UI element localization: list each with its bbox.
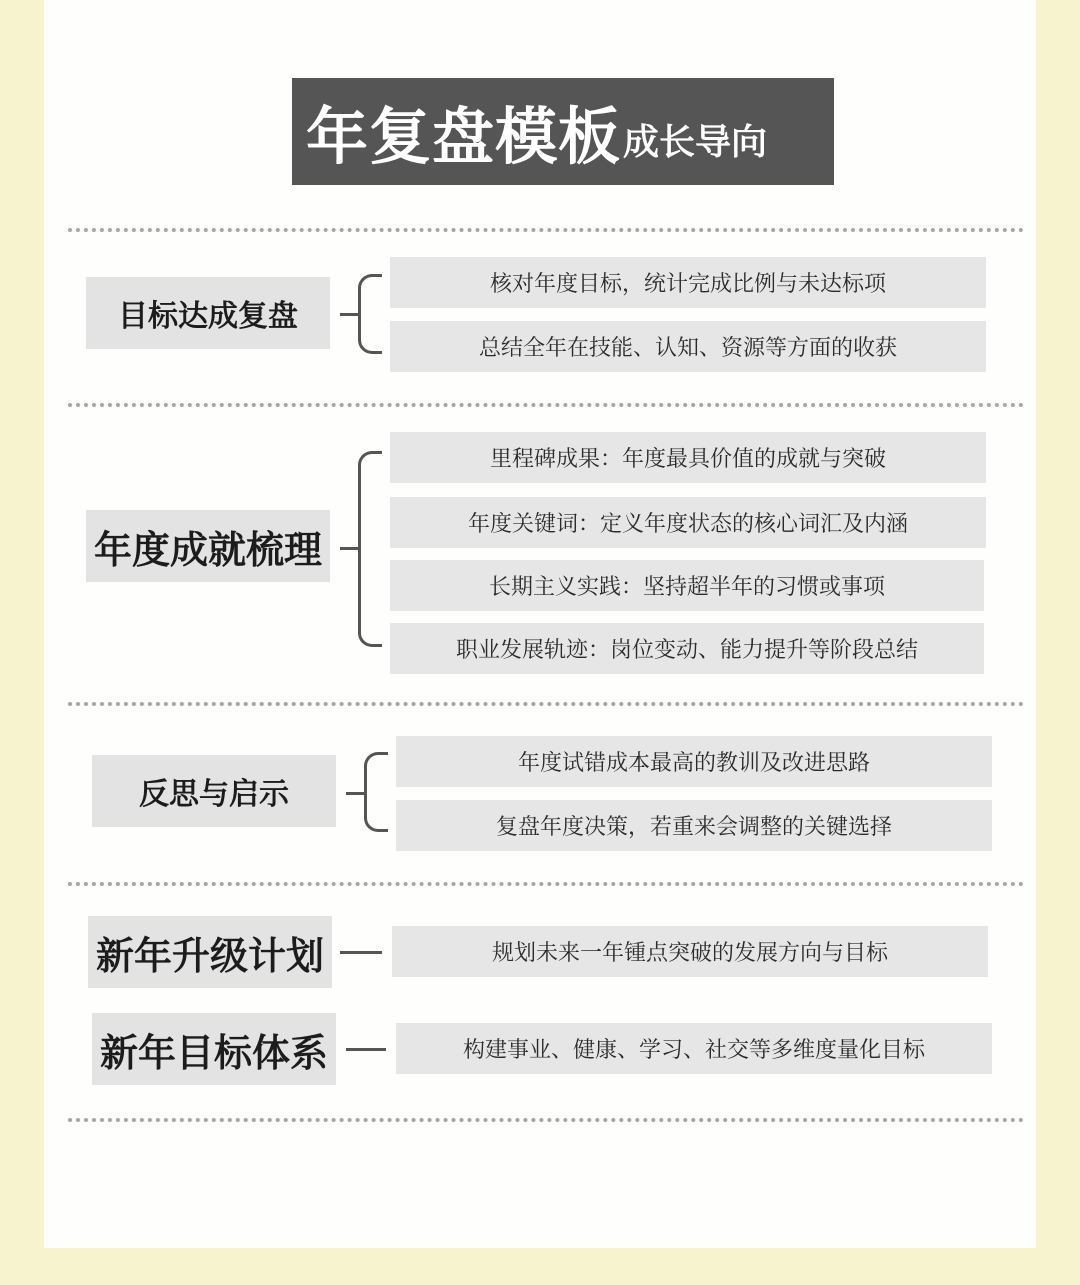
section-item: 年度关键词：定义年度状态的核心词汇及内涵 (390, 497, 986, 548)
section-item: 年度试错成本最高的教训及改进思路 (396, 736, 992, 787)
section-item: 核对年度目标，统计完成比例与未达标项 (390, 257, 986, 308)
dotted-divider (68, 882, 1024, 886)
dotted-divider (68, 702, 1024, 706)
section-label-goal-system: 新年目标体系 (92, 1013, 336, 1085)
section-label-goal-review: 目标达成复盘 (86, 277, 330, 349)
dotted-divider (68, 228, 1024, 232)
connector-line (346, 792, 364, 795)
connector-line (340, 547, 358, 550)
page-title: 年复盘模板 (306, 100, 622, 173)
section-item: 总结全年在技能、认知、资源等方面的收获 (390, 321, 986, 372)
section-item: 长期主义实践：坚持超半年的习惯或事项 (390, 560, 984, 611)
connector-line (340, 951, 382, 954)
section-item: 职业发展轨迹：岗位变动、能力提升等阶段总结 (390, 623, 984, 674)
section-item: 构建事业、健康、学习、社交等多维度量化目标 (396, 1023, 992, 1074)
section-label-reflection: 反思与启示 (92, 755, 336, 827)
title-banner (292, 78, 834, 185)
connector-line (340, 313, 358, 316)
section-item: 复盘年度决策，若重来会调整的关键选择 (396, 800, 992, 851)
section-label-upgrade-plan: 新年升级计划 (88, 916, 332, 988)
page-subtitle: 成长导向 (623, 122, 768, 163)
dotted-divider (68, 403, 1024, 407)
bracket (364, 752, 388, 832)
bracket (358, 451, 382, 647)
dotted-divider (68, 1118, 1024, 1122)
connector-line (346, 1048, 386, 1051)
section-item: 里程碑成果：年度最具价值的成就与突破 (390, 432, 986, 483)
bracket (358, 274, 382, 354)
section-label-achievements: 年度成就梳理 (86, 510, 330, 582)
section-item: 规划未来一年锺点突破的发展方向与目标 (392, 926, 988, 977)
